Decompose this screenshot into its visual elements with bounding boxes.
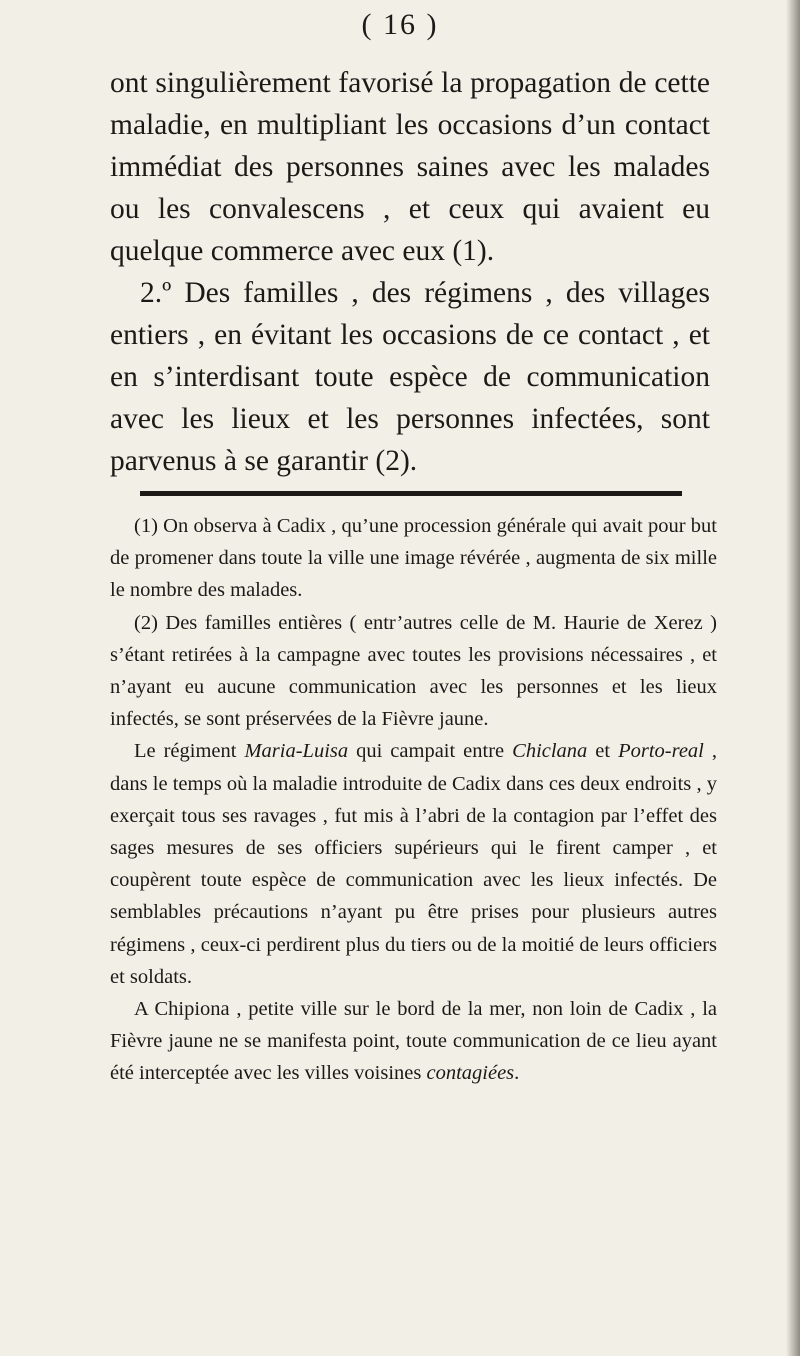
page-edge-shadow xyxy=(786,0,800,1356)
footnote-3-text: et xyxy=(587,740,619,763)
footnote-1: (1) On observa à Cadix , qu’une procession générale qui avait pour but de promener dans toute la ville une image révérée , augmenta de six mille le nombre des malades. xyxy=(110,515,717,602)
footnote-4 xyxy=(110,993,717,1090)
place-name: Chiclana xyxy=(512,740,588,763)
footnote-3-text: Le régiment xyxy=(134,740,245,763)
footnotes xyxy=(110,510,717,1090)
emphasis-word: contagiées xyxy=(426,1062,515,1085)
footnote-4-text: A Chipiona , petite ville sur le bord de la mer, non loin de Cadix , la Fièvre jaune ne se manifesta point, toute communication de ce lieu ayant été interceptée avec les villes voisines xyxy=(110,998,717,1085)
paragraph-2: 2.º Des familles , des régimens , des villages entiers , en évitant les occasions de ce contact , et en s’interdisant toute espèce de communication avec les lieux et les personnes infectées, sont parvenus à se garantir (2). xyxy=(110,277,710,477)
footnote-separator-rule xyxy=(140,491,682,496)
footnote-2: (2) Des familles entières ( entr’autres celle de M. Haurie de Xerez ) s’étant retirées à la campagne avec toutes les provisions nécessaires , et n’ayant eu aucune communication avec les personnes et les lieux infectés, se sont préservées de la Fièvre jaune. xyxy=(110,611,717,731)
regiment-name: Maria-Luisa xyxy=(244,740,349,763)
place-name: Porto-real xyxy=(618,740,704,763)
footnote-4-text: . xyxy=(514,1062,520,1085)
main-text xyxy=(110,62,710,482)
footnote-3 xyxy=(110,735,717,993)
page-number: ( 16 ) xyxy=(361,8,439,41)
footnote-3-text: qui campait entre xyxy=(348,740,513,763)
paragraph-1: ont singulièrement favorisé la propagation de cette maladie, en multipliant les occasions d’un contact immédiat des personnes saines avec les malades ou les convalescens , et ceux qui avaient eu quelque commerce avec eux (1). xyxy=(110,67,710,267)
footnote-3-text: , dans le temps où la maladie introduite de Cadix dans ces deux endroits , y exerçait tous ses ravages , fut mis à l’abri de la contagion par l’effet des sages mesures de ses officiers supérieurs qui le firent camper , et coupèrent toute espèce de communication avec les lieux infectés. De semblables précautions n’ayant pu être prises pour plusieurs autres régimens , ceux-ci perdirent plus du tiers ou de la moitié de leurs officiers et soldats. xyxy=(110,740,718,988)
